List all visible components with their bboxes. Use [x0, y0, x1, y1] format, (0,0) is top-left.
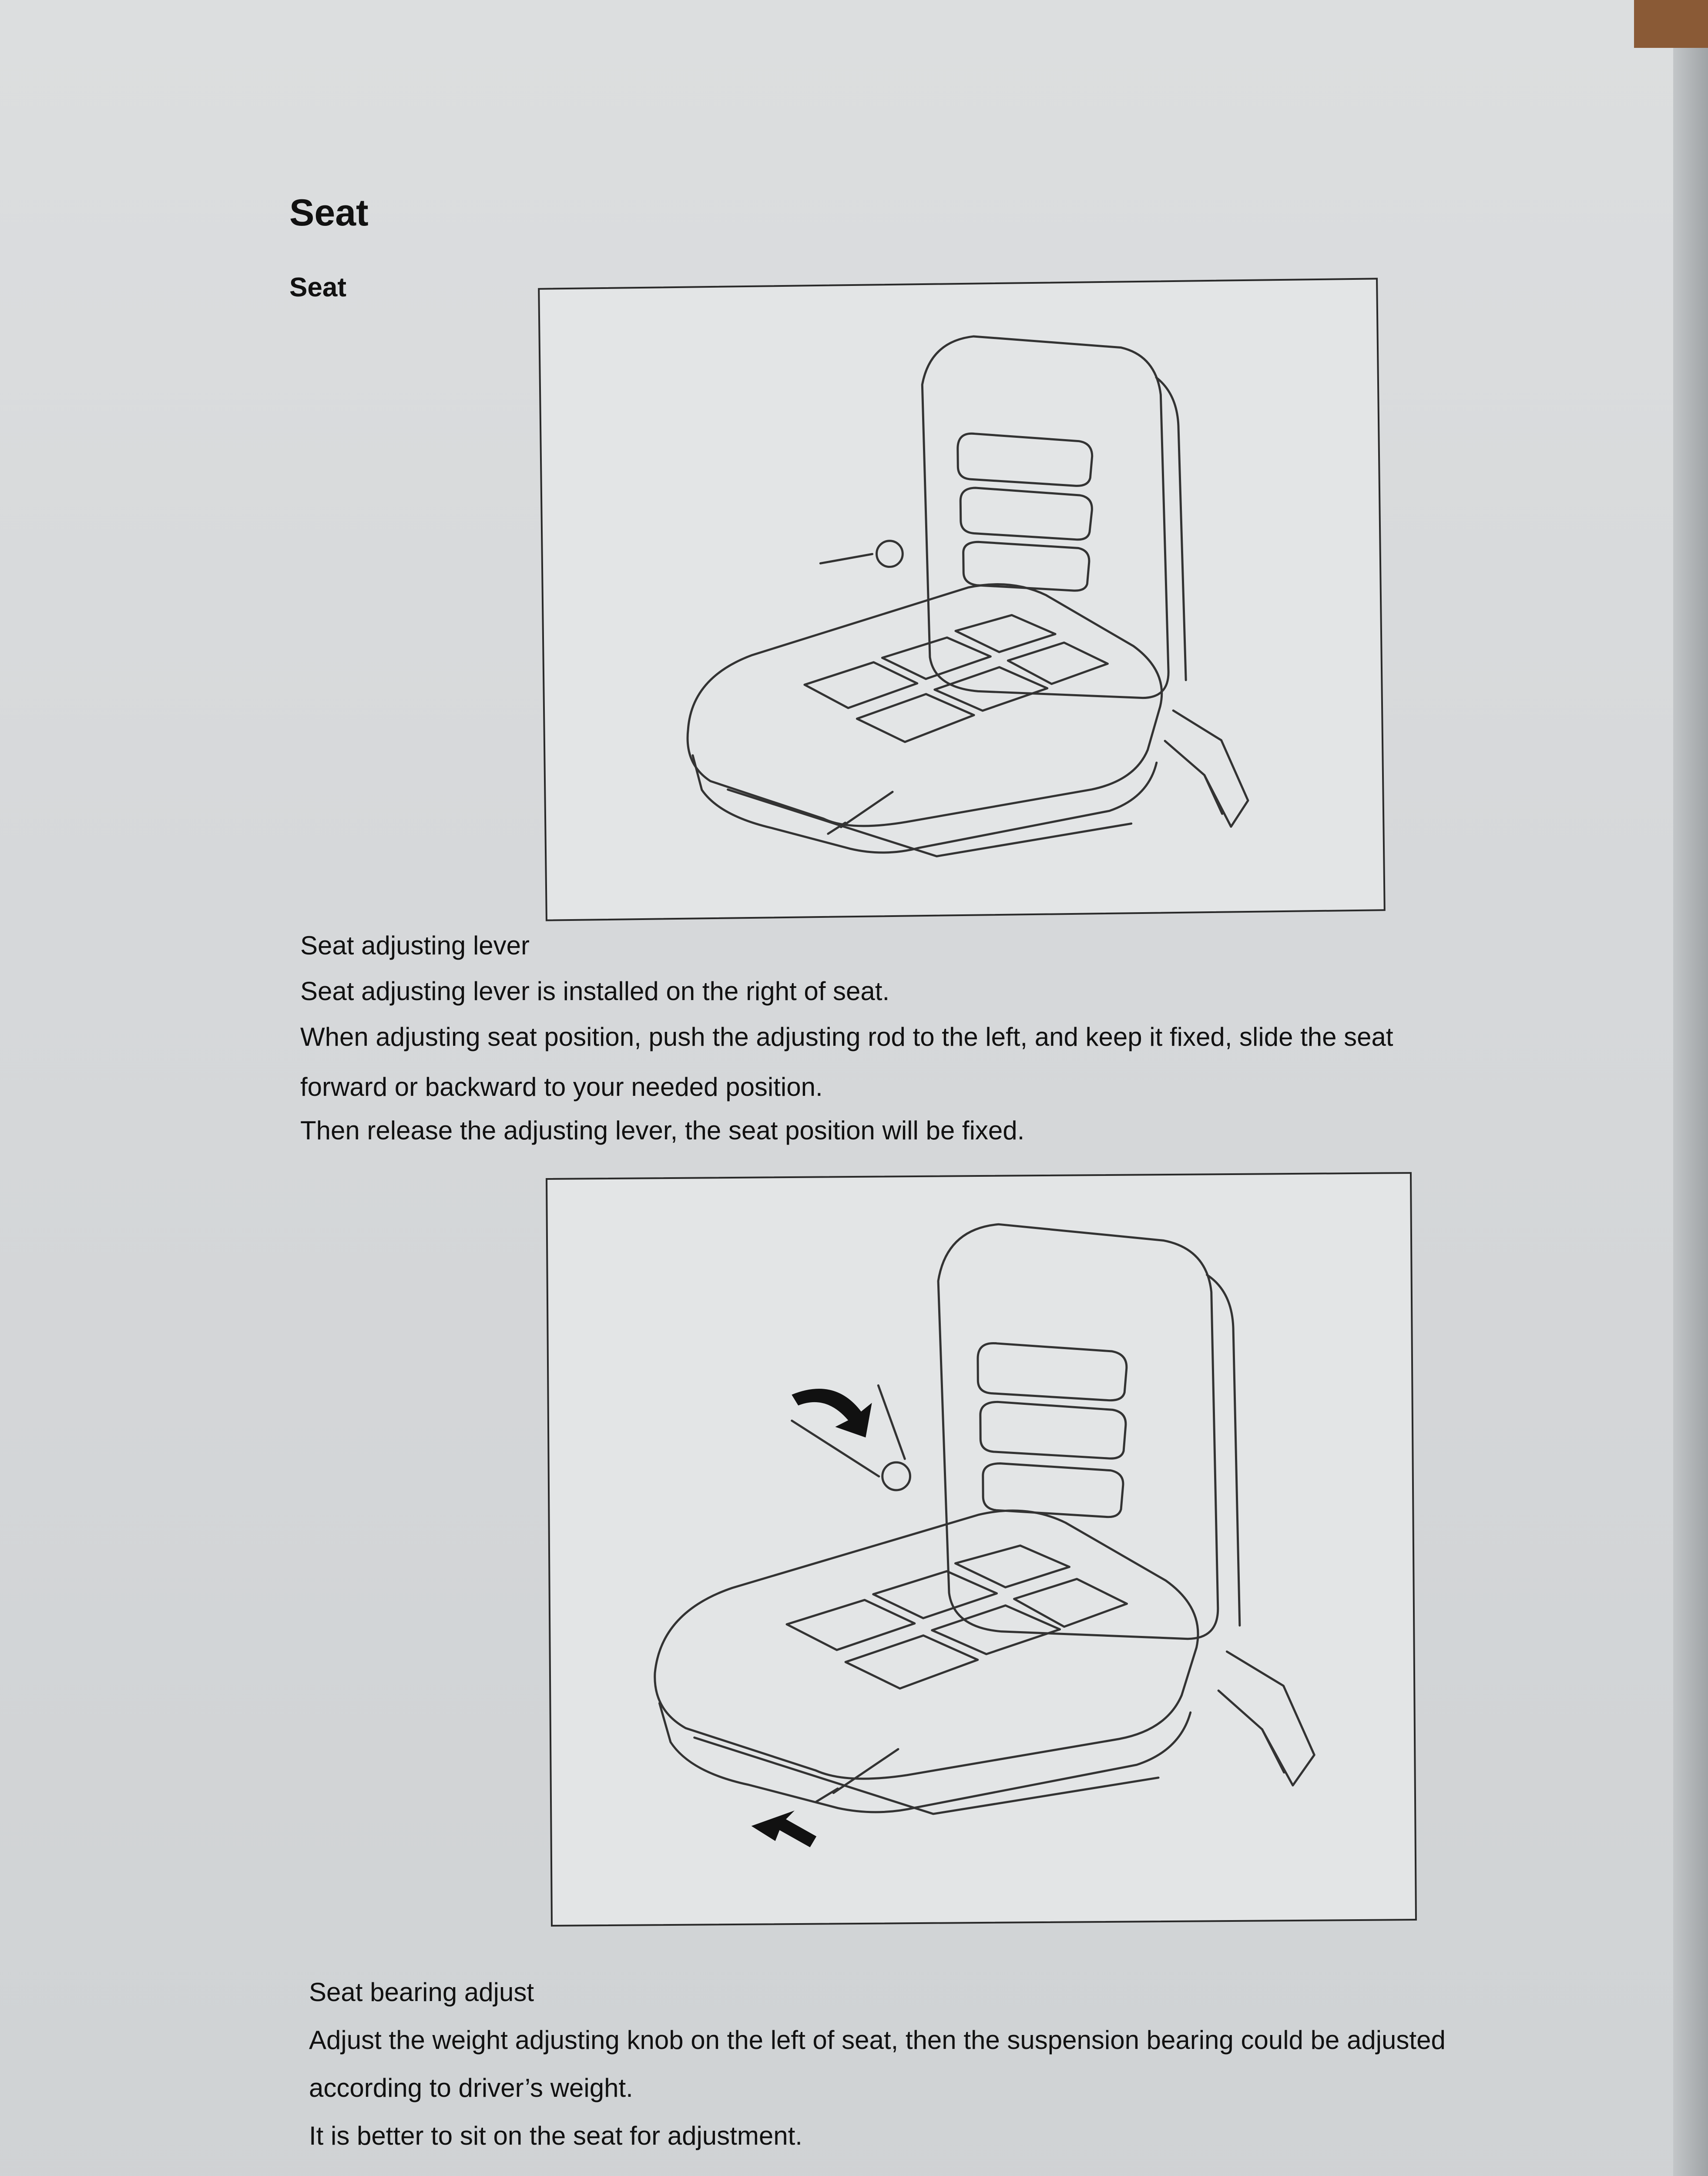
section2-line-2: according to driver’s weight. — [309, 2073, 633, 2102]
page-edge — [1673, 0, 1708, 2176]
seat-illustration-icon — [540, 279, 1384, 919]
page-heading: Seat — [289, 192, 369, 234]
section2-title: Seat bearing adjust — [309, 1978, 534, 2007]
section1-line-4: Then release the adjusting lever, the seat position will be fixed. — [300, 1116, 1025, 1145]
section1-line-3: forward or backward to your needed position. — [300, 1072, 823, 1101]
seat-adjustment-figure — [546, 1172, 1417, 1927]
section1-line-2: When adjusting seat position, push the adjusting rod to the left, and keep it fixed, slide the seat — [300, 1022, 1393, 1051]
section2-line-3: It is better to sit on the seat for adjustment. — [309, 2121, 802, 2150]
corner-tab — [1634, 0, 1708, 48]
section1-line-1: Seat adjusting lever is installed on the right of seat. — [300, 977, 890, 1006]
seat-figure — [538, 278, 1386, 921]
seat-adjustment-illustration-icon — [547, 1174, 1415, 1925]
section1-title: Seat adjusting lever — [300, 931, 530, 960]
section2-line-1: Adjust the weight adjusting knob on the left of seat, then the suspension bearing could be adjusted — [309, 2025, 1446, 2055]
page-subheading: Seat — [289, 272, 346, 302]
